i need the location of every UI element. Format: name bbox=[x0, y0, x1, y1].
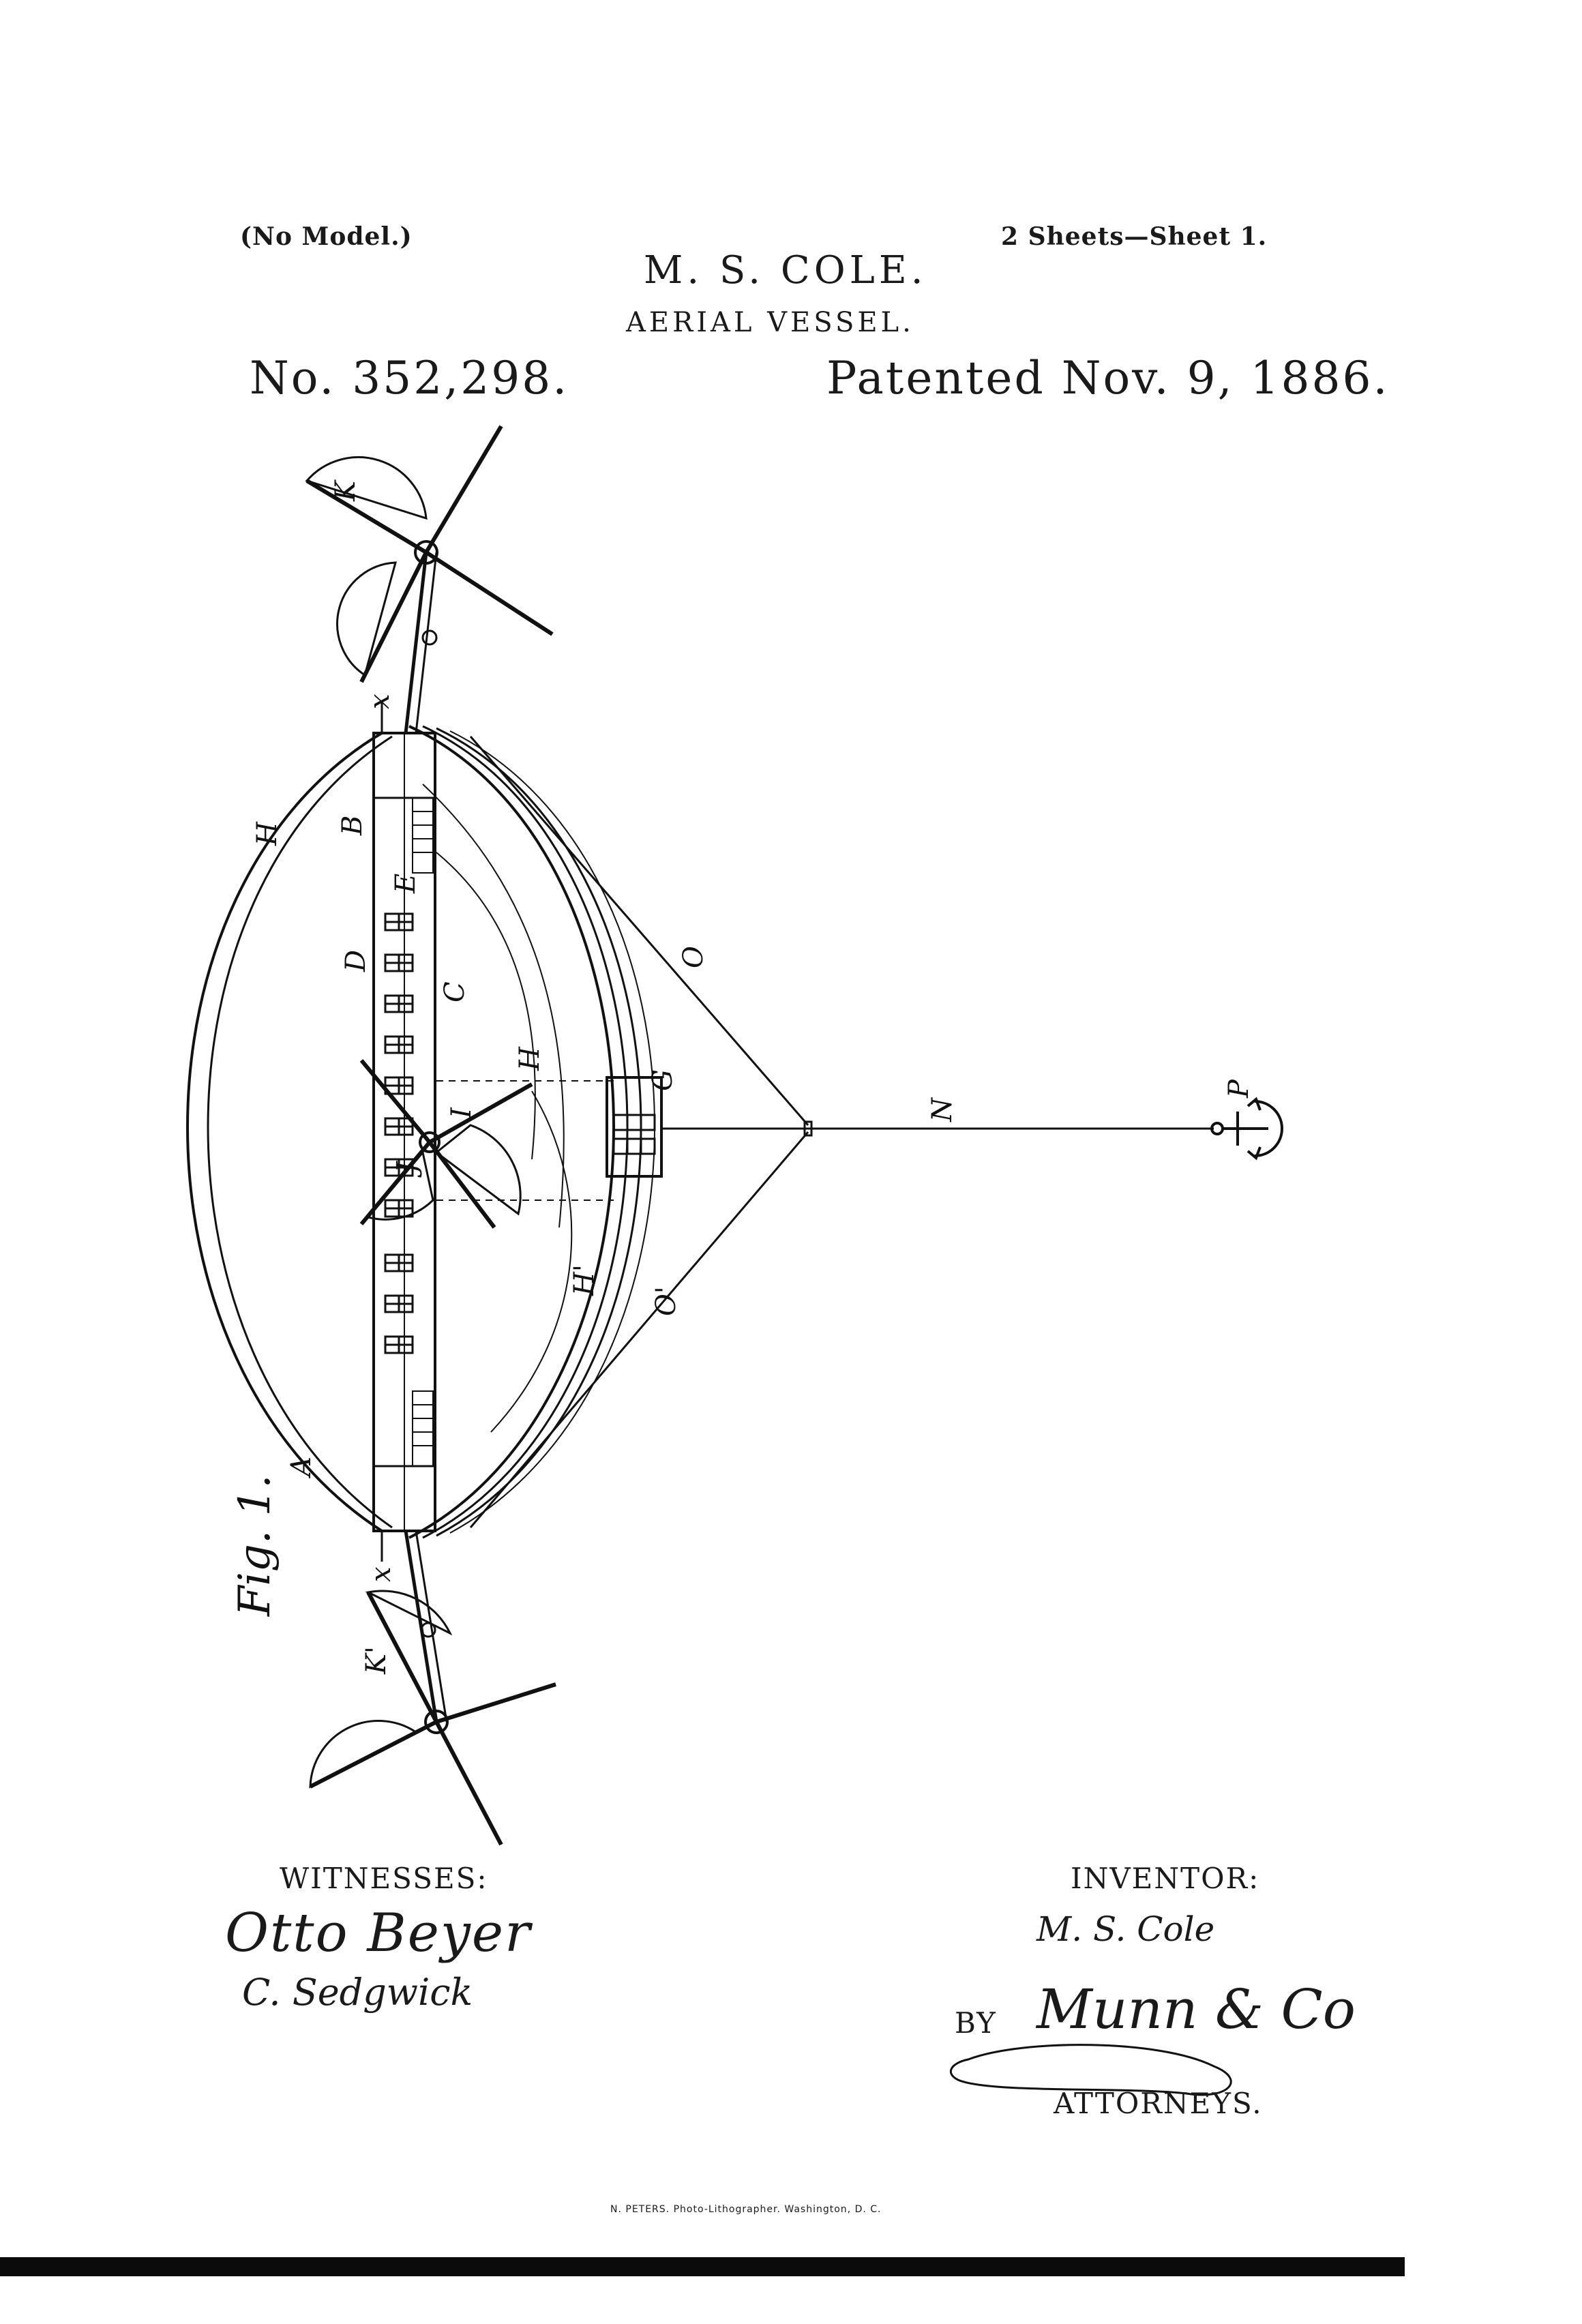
inventor-signature: M. S. Cole bbox=[1036, 1909, 1215, 1949]
label-k-bottom: K' bbox=[361, 1646, 392, 1674]
label-o-top: O bbox=[678, 946, 709, 968]
label-h-prime: H' bbox=[569, 1264, 600, 1296]
label-b: B bbox=[337, 815, 368, 835]
balloon-envelope-inner bbox=[208, 736, 392, 1528]
label-a: A bbox=[286, 1457, 317, 1476]
car-windows bbox=[385, 914, 413, 1353]
lithographer-credit: N. PETERS. Photo-Lithographer. Washington, D. C. bbox=[610, 2204, 882, 2215]
label-d: D bbox=[340, 949, 372, 972]
label-o-bottom: O' bbox=[651, 1286, 682, 1316]
label-c: C bbox=[439, 981, 471, 1002]
by-label: BY bbox=[955, 2006, 997, 2040]
label-k-top: K bbox=[330, 481, 361, 501]
label-n: N bbox=[927, 1098, 958, 1122]
top-fan-upper bbox=[307, 458, 426, 518]
top-shaft bbox=[406, 552, 426, 733]
label-x-top: x bbox=[364, 694, 395, 709]
inventor-name-header: M. S. COLE. bbox=[644, 248, 927, 293]
label-h-inner: H bbox=[514, 1047, 546, 1071]
scan-border-bar bbox=[0, 2257, 1405, 2276]
label-h: H bbox=[252, 822, 283, 846]
patent-number: No. 352,298. bbox=[250, 352, 569, 404]
label-e: E bbox=[390, 873, 421, 893]
label-p: P bbox=[1223, 1079, 1255, 1098]
patent-date: Patented Nov. 9, 1886. bbox=[826, 352, 1390, 404]
balloon-hull-arc bbox=[409, 726, 614, 1538]
no-model-note: (No Model.) bbox=[240, 222, 413, 251]
balloon-hull-arc-2 bbox=[423, 726, 627, 1538]
top-fan-lower bbox=[338, 563, 395, 675]
invention-title: AERIAL VESSEL. bbox=[626, 307, 914, 338]
figure-caption: Fig. 1. bbox=[230, 1474, 280, 1616]
label-i: I bbox=[446, 1107, 477, 1118]
label-j: J bbox=[391, 1161, 423, 1173]
inventor-label: INVENTOR: bbox=[1071, 1862, 1260, 1895]
anchor-icon bbox=[1212, 1099, 1282, 1158]
label-g: G bbox=[647, 1069, 678, 1091]
bottom-propeller-blades bbox=[310, 1592, 556, 1845]
witness-signature-1: Otto Beyer bbox=[225, 1903, 532, 1964]
attorney-signature: Munn & Co bbox=[1036, 1978, 1356, 2041]
witnesses-label: WITNESSES: bbox=[280, 1862, 488, 1895]
witness-signature-2: C. Sedgwick bbox=[242, 1971, 473, 2014]
label-x-bottom: x bbox=[365, 1566, 397, 1582]
sheet-count: 2 Sheets—Sheet 1. bbox=[1001, 222, 1268, 251]
attorneys-label: ATTORNEYS. bbox=[1054, 2087, 1263, 2120]
top-pulley bbox=[423, 631, 436, 644]
gondola-windows bbox=[614, 1115, 655, 1154]
compartment-curve-3 bbox=[491, 1091, 571, 1432]
